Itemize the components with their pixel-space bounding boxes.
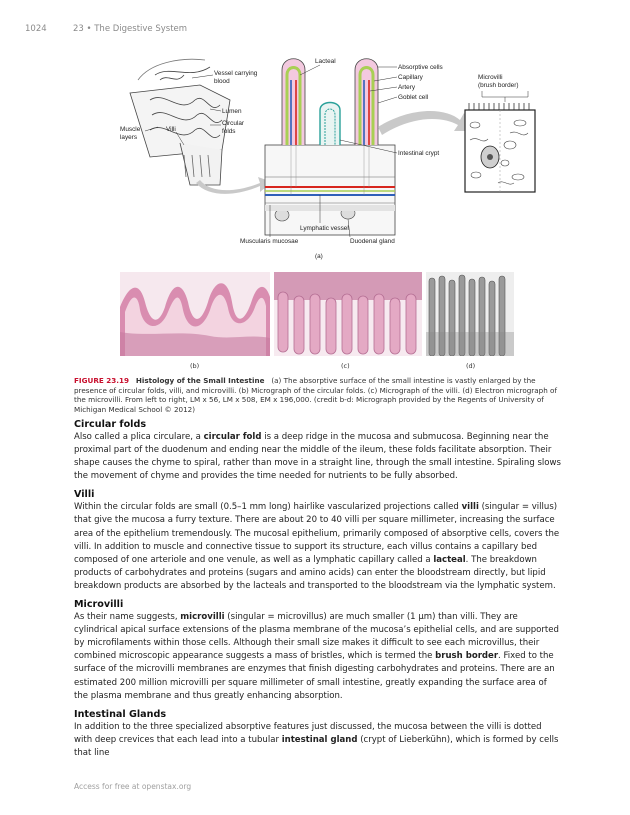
label-vessel-2: blood: [214, 78, 230, 85]
label-lacteal: Lacteal: [315, 58, 336, 65]
label-capillary: Capillary: [398, 74, 423, 81]
label-panel-d: (d): [466, 362, 476, 370]
page-header: [25, 24, 188, 34]
paragraph-circular-folds: Also called a plica circulare, a circular fold is a deep ridge in the mucosa and submucosa. Beginning near the proximal part of the duodenum and ending near the middle of the ileum, these folds facilitate absorption. Their shape causes the chyme to spiral, rather than move in a straight line, through the small intestine. Spiraling slows the movement of chyme and provides the time needed for nutrients to be fully absorbed.: [74, 432, 561, 482]
label-muscle-2: layers: [120, 134, 138, 141]
label-muscularis-mucosae: Muscularis mucosae: [240, 238, 299, 245]
label-panel-c: (c): [341, 362, 350, 370]
figure-title: Histology of the Small Intestine: [135, 376, 265, 385]
label-vessel: Vessel carrying: [214, 70, 258, 77]
enlarge-arrow-2: [378, 111, 472, 135]
label-goblet-cell: Goblet cell: [398, 94, 429, 101]
footer-link[interactable]: Access for free at openstax.org: [74, 782, 192, 791]
label-muscle: Muscle: [120, 126, 141, 133]
figure-number: FIGURE 23.19: [74, 376, 130, 385]
body-content: [74, 418, 562, 765]
absorptive-cell: [465, 103, 535, 192]
cell-labels: [478, 74, 528, 102]
micrograph-d: [426, 272, 514, 356]
label-lymphatic-vessel: Lymphatic vessel: [300, 225, 349, 232]
label-circular-folds: Circular: [222, 120, 245, 127]
label-microvilli-2: (brush border): [478, 82, 519, 89]
villus-section: [265, 59, 395, 235]
label-intestinal-crypt: Intestinal crypt: [398, 150, 440, 157]
micrograph-b: [120, 272, 270, 356]
micrograph-c: [274, 272, 422, 356]
label-duodenal-gland: Duodenal gland: [350, 238, 395, 245]
heading-microvilli: Microvilli: [74, 599, 124, 611]
heading-intestinal-glands: Intestinal Glands: [74, 708, 167, 720]
paragraph-villi: Within the circular folds are small (0.5–1 mm long) hairlike vascularized projections called villi (singular = villus) that give the mucosa a furry texture. There are about 20 to 40 villi per square millimeter, increasing the surface area of the epithelium tremendously. The mucosal epithelium, primarily composed of absorptive cells, covers the villi. In addition to muscle and connective tissue to support its structure, each villus contains a capillary bed composed of one arteriole and one venule, as well as a lymphatic capillary called a lacteal. The breakdown products of carbohydrates and proteins (sugars and amino acids) can enter the bloodstream directly, but lipid breakdown products are absorbed by the lacteals and transported to the bloodstream via the lymphatic system.: [74, 502, 560, 591]
caption-text: (a) The absorptive surface of the small intestine is vastly enlarged by the presence of circular folds, villi, and microvilli. (b) Micrograph of the circular folds. (c) Micrograph of the villi. (d) Electron micrograph of the microvilli. From left to right, LM x 56, LM x 508, EM x 196,000. (credit b-d: Micrograph provided by the Regents of University of Michigan Medical School © 2012): [74, 376, 557, 414]
figure-a-diagram: [110, 45, 560, 270]
label-circular-folds-2: folds: [222, 128, 236, 135]
paragraph-microvilli: As their name suggests, microvilli (singular = microvillus) are much smaller (1 µm) than villi. They are cylindrical apical surface extensions of the plasma membrane of the mucosa’s epithelial cells, and are supported by microfilaments within those cells. Although their small size makes it difficult to see each microvillus, their combined microscopic appearance suggests a mass of bristles, which is termed the brush border. Fixed to the surface of the microvilli membranes are enzymes that finish digesting carbohydrates and proteins. There are an estimated 200 million microvilli per square millimeter of small intestine, greatly expanding the surface area of the plasma membrane and thus greatly enhancing absorption.: [74, 612, 559, 701]
label-villi: Villi: [166, 126, 176, 133]
figure-caption: [74, 376, 559, 414]
label-panel-a: (a): [315, 253, 323, 260]
label-panel-b: (b): [190, 362, 200, 370]
label-absorptive-cells: Absorptive cells: [398, 64, 443, 71]
label-microvilli: Microvilli: [478, 74, 503, 81]
heading-villi: Villi: [74, 489, 95, 501]
label-lumen: Lumen: [222, 108, 242, 115]
page-number: 1024: [25, 24, 47, 34]
chapter-title: 23 • The Digestive System: [73, 24, 188, 34]
paragraph-intestinal-glands: In addition to the three specialized absorptive features just discussed, the mucosa between the villi is dotted with deep crevices that each lead into a tubular intestinal gland (crypt of Lieberkühn), which is formed by cells that line: [74, 721, 559, 758]
label-artery: Artery: [398, 84, 416, 91]
heading-circular-folds: Circular folds: [74, 419, 147, 430]
